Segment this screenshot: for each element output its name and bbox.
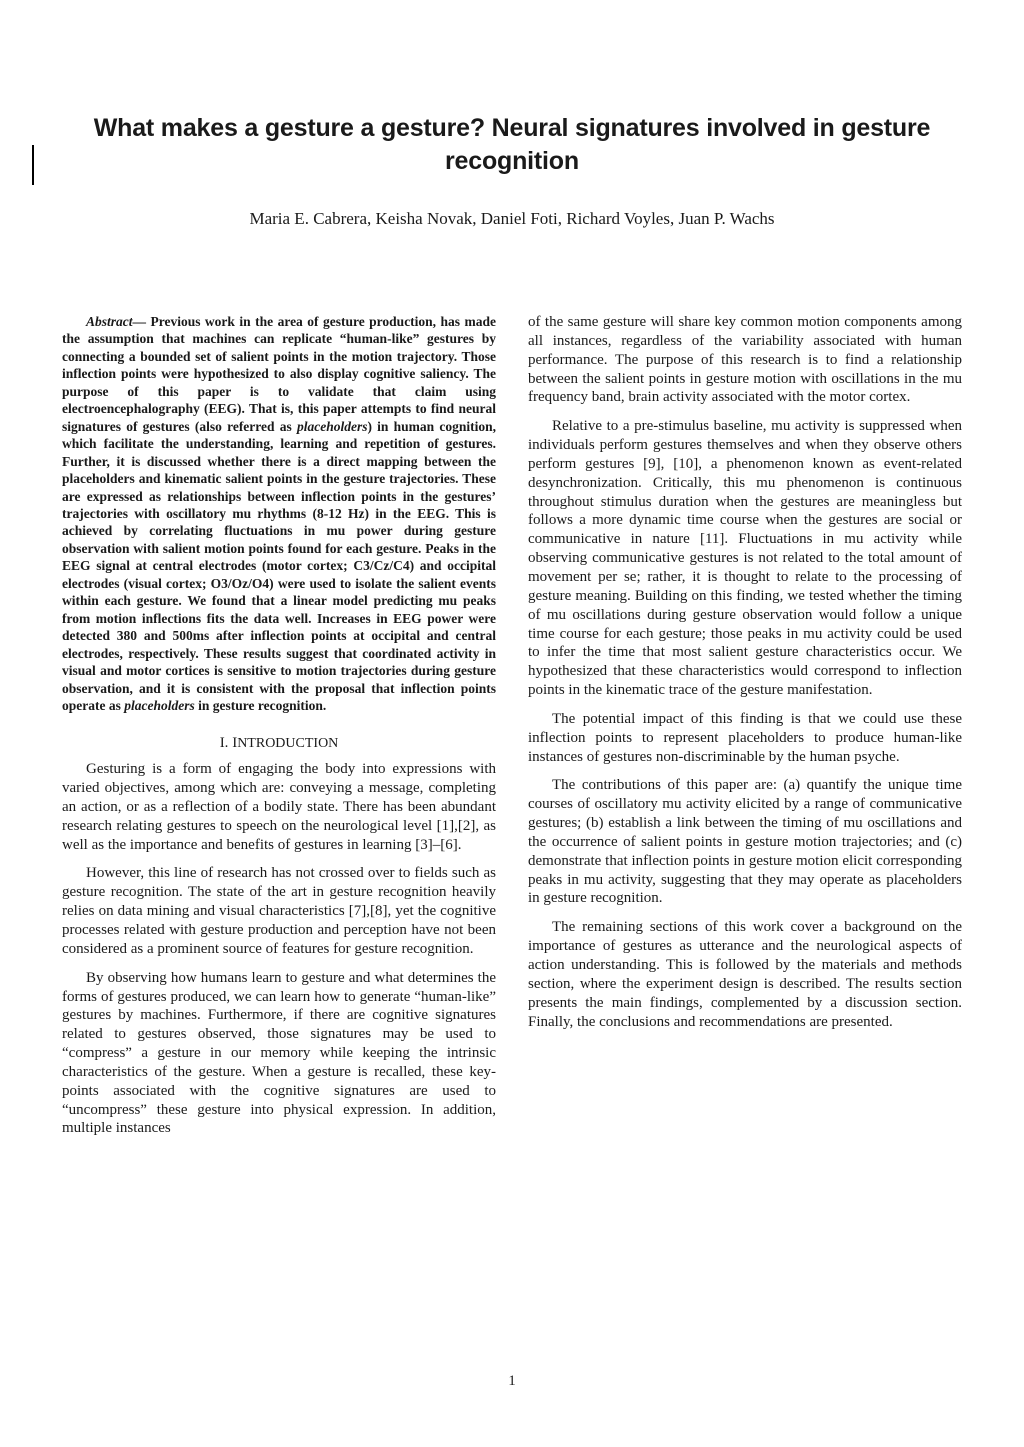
paragraph: By observing how humans learn to gesture and what determines the forms of gestures produced, we can learn how to generate “human-like” gestures by machines. Furthermore, if there are cognitive signatures related to gestures observed, those signatures may be used to “compress” a gesture in our memory while keeping the intrinsic characteristics of the gesture. When a gesture is recalled, these key-points associated with the cognitive signatures are used to “uncompress” these gesture into physical expression. In addition, multiple instances bbox=[62, 969, 496, 1137]
abstract-emphasis-1: placeholders bbox=[296, 418, 368, 434]
paragraph: Relative to a pre-stimulus baseline, mu activity is suppressed when individuals perform gestures themselves and when they observe others perform gestures [9], [10], a phenomenon known as event-related desynchronization. Critically, this mu phenomenon is continuous throughout stimulus duration when the gestures are meaningless but follows a more dynamic time course when the gestures are social or communicative in nature [11]. Fluctuations in mu activity while observing communicative gestures is not related to the total amount of movement per se; rather, it is thought to relate to the processing of gesture meaning. Building on this finding, we tested whether the timing of mu oscillations during gesture observation would follow a unique time course for each gesture; those peaks in mu activity could be used to infer the time that most salient gesture characteristics occur. We hypothesized that these characteristics would correspond to inflection points in the kinematic trace of the gesture manifestation. bbox=[528, 418, 962, 699]
author-list: Maria E. Cabrera, Keisha Novak, Daniel Foti, Richard Voyles, Juan P. Wachs bbox=[249, 209, 775, 228]
paper-title: What makes a gesture a gesture? Neural signatures involved in gesture recognition bbox=[93, 114, 931, 175]
paragraph: The contributions of this paper are: (a) quantify the unique time courses of oscillatory mu activity elicited by a range of communicative gestures; (b) establish a link between the timing of mu oscillations and the occurrence of salient points in gesture motion trajectories; and (c) demonstrate that inflection points in gesture motion elicit corresponding peaks in mu activity, suggesting that they may operate as placeholders in gesture recognition. bbox=[528, 777, 962, 907]
left-column bbox=[62, 313, 496, 1148]
abstract-emphasis-2: placeholders bbox=[124, 697, 195, 713]
abstract-text-2: ) in human cognition, which facilitate the understanding, learning and repetition of gestures. Further, it is discussed whether there is a direct mapping between the placeholders and kinematic salient points in the gesture trajectories. These are expressed as relationships between inflection points in the gestures’ trajectories with oscillatory mu rhythms (8-12 Hz) in the EEG. This is achieved by correlating fluctuations in mu power during gesture observation with salient motion points found for each gesture. Peaks in the EEG signal at central electrodes (motor cortex; C3/Cz/C4) and occipital electrodes (visual cortex; O3/Oz/O4) were used to isolate the salient events within each gesture. We found that a linear model predicting mu peaks from motion inflections fits the data well. Increases in EEG power were detected 380 and 500ms after inflection points at occipital and central electrodes, respectively. These results suggest that coordinated activity in visual and motor cortices is sensitive to motion trajectories during gesture observation, and it is consistent with the proposal that inflection points operate as bbox=[62, 418, 496, 713]
section-title-initial: I bbox=[232, 735, 238, 752]
abstract-text-3: in gesture recognition. bbox=[194, 697, 327, 713]
page-number: 1 bbox=[508, 1373, 516, 1389]
paragraph: The remaining sections of this work cover a background on the importance of gestures as utterance and the neurological aspects of action understanding. This is followed by the materials and methods section, where the experiment design is described. The results section presents the main findings, complemented by a discussion section. Finally, the conclusions and recommendations are presented. bbox=[528, 919, 962, 1030]
section-heading-introduction bbox=[62, 734, 496, 754]
paragraph: Gesturing is a form of engaging the body into expressions with varied objectives, among which are: conveying a message, completing an action, or as a reflection of a bodily state. There has been abundant research relating gestures to speech on the neurological level [1],[2], as well as the importance and benefits of gestures in learning [3]–[6]. bbox=[62, 761, 496, 853]
abstract bbox=[62, 313, 496, 714]
right-column bbox=[528, 313, 962, 1041]
paragraph: The potential impact of this finding is that we could use these inflection points to represent placeholders to produce human-like instances of gestures non-discriminable by the human psyche. bbox=[528, 710, 962, 765]
paragraph: However, this line of research has not crossed over to fields such as gesture recognition. The state of the art in gesture recognition heavily relies on data mining and visual characteristics [7],[8], yet the cognitive processes related with gesture production and perception have not been considered as a prominent source of features for gesture recognition. bbox=[62, 865, 496, 957]
revision-bar bbox=[32, 145, 34, 185]
section-number: I. bbox=[219, 735, 229, 752]
paragraph: of the same gesture will share key common motion components among all instances, regardless of the variability associated with human performance. The purpose of this research is to find a relationship between the salient points in gesture motion with oscillations in the mu frequency band, brain activity associated with the motor cortex. bbox=[528, 314, 962, 406]
abstract-label: Abstract bbox=[86, 314, 133, 329]
abstract-dash: — bbox=[132, 314, 147, 329]
section-title-rest: NTRODUCTION bbox=[237, 736, 339, 752]
abstract-text-1: Previous work in the area of gesture production, has made the assumption that machines can replicate “human-like” gestures by connecting a bounded set of salient points in the motion trajectory. Those inflection points were hypothesized to also display cognitive saliency. The purpose of this paper is to validate that claim using electroencephalography (EEG). That is, this paper attempts to find neural signatures of gestures (also referred as bbox=[62, 314, 496, 434]
